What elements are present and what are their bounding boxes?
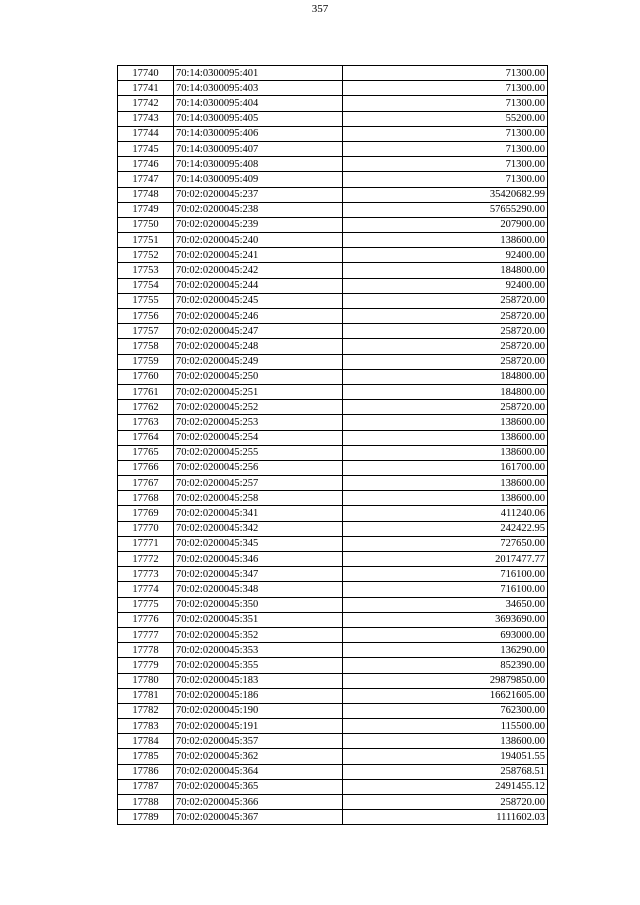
- cadastral-value-cell: 242422.95: [343, 521, 548, 536]
- table-row: [118, 172, 548, 187]
- table-row: [118, 703, 548, 718]
- row-number-cell: 17775: [118, 597, 174, 612]
- cadastral-number-cell: 70:02:0200045:355: [174, 658, 343, 673]
- cadastral-value-cell: 207900.00: [343, 217, 548, 232]
- cadastral-number-cell: 70:02:0200045:241: [174, 248, 343, 263]
- cadastral-number-cell: 70:14:0300095:404: [174, 96, 343, 111]
- cadastral-number-cell: 70:02:0200045:190: [174, 703, 343, 718]
- table-row: [118, 96, 548, 111]
- cadastral-value-cell: 716100.00: [343, 582, 548, 597]
- cadastral-number-cell: 70:02:0200045:346: [174, 552, 343, 567]
- table-row: [118, 476, 548, 491]
- table-row: [118, 293, 548, 308]
- cadastral-number-cell: 70:02:0200045:238: [174, 202, 343, 217]
- cadastral-value-cell: 258720.00: [343, 324, 548, 339]
- table-row: [118, 552, 548, 567]
- cadastral-value-cell: 258720.00: [343, 339, 548, 354]
- row-number-cell: 17765: [118, 445, 174, 460]
- cadastral-number-cell: 70:02:0200045:367: [174, 810, 343, 825]
- row-number-cell: 17766: [118, 460, 174, 475]
- table-row: [118, 688, 548, 703]
- row-number-cell: 17753: [118, 263, 174, 278]
- cadastral-number-cell: 70:02:0200045:348: [174, 582, 343, 597]
- table-row: [118, 673, 548, 688]
- table-row: [118, 81, 548, 96]
- row-number-cell: 17785: [118, 749, 174, 764]
- row-number-cell: 17754: [118, 278, 174, 293]
- table-row: [118, 263, 548, 278]
- table-row: [118, 233, 548, 248]
- row-number-cell: 17777: [118, 627, 174, 642]
- table-row: [118, 248, 548, 263]
- row-number-cell: 17757: [118, 324, 174, 339]
- cadastral-value-cell: 258720.00: [343, 795, 548, 810]
- table-row: [118, 597, 548, 612]
- table-row: [118, 157, 548, 172]
- row-number-cell: 17789: [118, 810, 174, 825]
- cadastral-number-cell: 70:02:0200045:242: [174, 263, 343, 278]
- page-number: 357: [311, 3, 329, 15]
- row-number-cell: 17744: [118, 126, 174, 141]
- row-number-cell: 17746: [118, 157, 174, 172]
- table-row: [118, 521, 548, 536]
- row-number-cell: 17786: [118, 764, 174, 779]
- row-number-cell: 17788: [118, 795, 174, 810]
- cadastral-number-cell: 70:14:0300095:403: [174, 81, 343, 96]
- cadastral-value-cell: 138600.00: [343, 445, 548, 460]
- cadastral-number-cell: 70:14:0300095:409: [174, 172, 343, 187]
- row-number-cell: 17776: [118, 612, 174, 627]
- cadastral-value-cell: 29879850.00: [343, 673, 548, 688]
- cadastral-value-cell: 762300.00: [343, 703, 548, 718]
- cadastral-value-cell: 115500.00: [343, 719, 548, 734]
- table-row: [118, 491, 548, 506]
- cadastral-number-cell: 70:02:0200045:248: [174, 339, 343, 354]
- cadastral-number-cell: 70:02:0200045:256: [174, 460, 343, 475]
- cadastral-number-cell: 70:02:0200045:239: [174, 217, 343, 232]
- cadastral-number-cell: 70:02:0200045:253: [174, 415, 343, 430]
- table-row: [118, 658, 548, 673]
- row-number-cell: 17756: [118, 309, 174, 324]
- cadastral-number-cell: 70:02:0200045:247: [174, 324, 343, 339]
- table-row: [118, 582, 548, 597]
- row-number-cell: 17771: [118, 536, 174, 551]
- table-row: [118, 126, 548, 141]
- table-row: [118, 369, 548, 384]
- cadastral-number-cell: 70:02:0200045:258: [174, 491, 343, 506]
- cadastral-value-cell: 258720.00: [343, 293, 548, 308]
- cadastral-number-cell: 70:02:0200045:186: [174, 688, 343, 703]
- cadastral-number-cell: 70:02:0200045:255: [174, 445, 343, 460]
- cadastral-number-cell: 70:02:0200045:366: [174, 795, 343, 810]
- cadastral-value-cell: 3693690.00: [343, 612, 548, 627]
- row-number-cell: 17751: [118, 233, 174, 248]
- row-number-cell: 17755: [118, 293, 174, 308]
- cadastral-value-cell: 258720.00: [343, 309, 548, 324]
- cadastral-value-cell: 92400.00: [343, 248, 548, 263]
- cadastral-number-cell: 70:14:0300095:401: [174, 66, 343, 81]
- cadastral-value-cell: 184800.00: [343, 263, 548, 278]
- table-row: [118, 354, 548, 369]
- cadastral-value-cell: 138600.00: [343, 430, 548, 445]
- cadastral-value-cell: 138600.00: [343, 415, 548, 430]
- cadastral-number-cell: 70:02:0200045:244: [174, 278, 343, 293]
- cadastral-number-cell: 70:02:0200045:240: [174, 233, 343, 248]
- table-row: [118, 779, 548, 794]
- cadastral-number-cell: 70:02:0200045:364: [174, 764, 343, 779]
- table-row: [118, 66, 548, 81]
- cadastral-value-cell: 258768.51: [343, 764, 548, 779]
- cadastral-value-cell: 71300.00: [343, 157, 548, 172]
- row-number-cell: 17762: [118, 400, 174, 415]
- cadastral-value-cell: 136290.00: [343, 643, 548, 658]
- table-row: [118, 536, 548, 551]
- cadastral-value-cell: 138600.00: [343, 476, 548, 491]
- cadastral-number-cell: 70:02:0200045:252: [174, 400, 343, 415]
- row-number-cell: 17741: [118, 81, 174, 96]
- cadastral-value-table: [117, 65, 548, 825]
- table-row: [118, 384, 548, 399]
- row-number-cell: 17747: [118, 172, 174, 187]
- cadastral-value-cell: 138600.00: [343, 233, 548, 248]
- cadastral-value-cell: 55200.00: [343, 111, 548, 126]
- row-number-cell: 17773: [118, 567, 174, 582]
- cadastral-number-cell: 70:02:0200045:183: [174, 673, 343, 688]
- cadastral-value-cell: 71300.00: [343, 126, 548, 141]
- row-number-cell: 17748: [118, 187, 174, 202]
- cadastral-value-cell: 34650.00: [343, 597, 548, 612]
- row-number-cell: 17783: [118, 719, 174, 734]
- cadastral-number-cell: 70:02:0200045:257: [174, 476, 343, 491]
- table-row: [118, 111, 548, 126]
- row-number-cell: 17760: [118, 369, 174, 384]
- cadastral-number-cell: 70:02:0200045:350: [174, 597, 343, 612]
- cadastral-number-cell: 70:02:0200045:362: [174, 749, 343, 764]
- cadastral-number-cell: 70:02:0200045:341: [174, 506, 343, 521]
- row-number-cell: 17749: [118, 202, 174, 217]
- row-number-cell: 17758: [118, 339, 174, 354]
- cadastral-number-cell: 70:02:0200045:352: [174, 627, 343, 642]
- row-number-cell: 17787: [118, 779, 174, 794]
- row-number-cell: 17750: [118, 217, 174, 232]
- cadastral-number-cell: 70:14:0300095:406: [174, 126, 343, 141]
- cadastral-value-cell: 92400.00: [343, 278, 548, 293]
- cadastral-value-cell: 71300.00: [343, 96, 548, 111]
- row-number-cell: 17784: [118, 734, 174, 749]
- cadastral-value-cell: 71300.00: [343, 66, 548, 81]
- row-number-cell: 17745: [118, 141, 174, 156]
- table-row: [118, 202, 548, 217]
- cadastral-number-cell: 70:02:0200045:353: [174, 643, 343, 658]
- cadastral-number-cell: 70:02:0200045:191: [174, 719, 343, 734]
- cadastral-value-cell: 727650.00: [343, 536, 548, 551]
- cadastral-value-cell: 71300.00: [343, 81, 548, 96]
- cadastral-value-cell: 71300.00: [343, 172, 548, 187]
- cadastral-value-cell: 35420682.99: [343, 187, 548, 202]
- table-row: [118, 643, 548, 658]
- cadastral-number-cell: 70:02:0200045:254: [174, 430, 343, 445]
- table-row: [118, 567, 548, 582]
- cadastral-value-cell: 184800.00: [343, 369, 548, 384]
- row-number-cell: 17770: [118, 521, 174, 536]
- table-row: [118, 309, 548, 324]
- row-number-cell: 17740: [118, 66, 174, 81]
- row-number-cell: 17743: [118, 111, 174, 126]
- row-number-cell: 17742: [118, 96, 174, 111]
- cadastral-number-cell: 70:02:0200045:345: [174, 536, 343, 551]
- row-number-cell: 17761: [118, 384, 174, 399]
- table-row: [118, 324, 548, 339]
- cadastral-value-cell: 16621605.00: [343, 688, 548, 703]
- table-row: [118, 187, 548, 202]
- table-row: [118, 749, 548, 764]
- cadastral-number-cell: 70:02:0200045:357: [174, 734, 343, 749]
- cadastral-number-cell: 70:02:0200045:365: [174, 779, 343, 794]
- table-row: [118, 415, 548, 430]
- cadastral-number-cell: 70:02:0200045:351: [174, 612, 343, 627]
- table-row: [118, 445, 548, 460]
- cadastral-value-cell: 194051.55: [343, 749, 548, 764]
- cadastral-number-cell: 70:14:0300095:407: [174, 141, 343, 156]
- table-row: [118, 764, 548, 779]
- cadastral-value-cell: 258720.00: [343, 354, 548, 369]
- cadastral-number-cell: 70:02:0200045:245: [174, 293, 343, 308]
- table-row: [118, 612, 548, 627]
- cadastral-value-cell: 138600.00: [343, 491, 548, 506]
- table-row: [118, 627, 548, 642]
- cadastral-value-cell: 71300.00: [343, 141, 548, 156]
- table-row: [118, 810, 548, 825]
- cadastral-number-cell: 70:14:0300095:405: [174, 111, 343, 126]
- cadastral-number-cell: 70:02:0200045:251: [174, 384, 343, 399]
- table-row: [118, 430, 548, 445]
- cadastral-value-cell: 716100.00: [343, 567, 548, 582]
- row-number-cell: 17767: [118, 476, 174, 491]
- cadastral-number-cell: 70:02:0200045:237: [174, 187, 343, 202]
- row-number-cell: 17768: [118, 491, 174, 506]
- table-row: [118, 278, 548, 293]
- row-number-cell: 17763: [118, 415, 174, 430]
- table-row: [118, 339, 548, 354]
- cadastral-value-cell: 2017477.77: [343, 552, 548, 567]
- cadastral-value-cell: 258720.00: [343, 400, 548, 415]
- cadastral-value-cell: 852390.00: [343, 658, 548, 673]
- row-number-cell: 17764: [118, 430, 174, 445]
- cadastral-value-cell: 161700.00: [343, 460, 548, 475]
- cadastral-value-cell: 184800.00: [343, 384, 548, 399]
- table-row: [118, 795, 548, 810]
- cadastral-number-cell: 70:14:0300095:408: [174, 157, 343, 172]
- table-row: [118, 460, 548, 475]
- cadastral-number-cell: 70:02:0200045:249: [174, 354, 343, 369]
- cadastral-value-cell: 411240.06: [343, 506, 548, 521]
- cadastral-number-cell: 70:02:0200045:347: [174, 567, 343, 582]
- row-number-cell: 17780: [118, 673, 174, 688]
- row-number-cell: 17752: [118, 248, 174, 263]
- table-row: [118, 506, 548, 521]
- cadastral-number-cell: 70:02:0200045:246: [174, 309, 343, 324]
- cadastral-value-cell: 138600.00: [343, 734, 548, 749]
- cadastral-number-cell: 70:02:0200045:342: [174, 521, 343, 536]
- row-number-cell: 17759: [118, 354, 174, 369]
- cadastral-value-cell: 57655290.00: [343, 202, 548, 217]
- row-number-cell: 17779: [118, 658, 174, 673]
- table-row: [118, 141, 548, 156]
- row-number-cell: 17782: [118, 703, 174, 718]
- table-row: [118, 719, 548, 734]
- cadastral-value-cell: 693000.00: [343, 627, 548, 642]
- table-row: [118, 217, 548, 232]
- table-row: [118, 734, 548, 749]
- cadastral-number-cell: 70:02:0200045:250: [174, 369, 343, 384]
- row-number-cell: 17772: [118, 552, 174, 567]
- table-body: [118, 66, 548, 825]
- row-number-cell: 17769: [118, 506, 174, 521]
- cadastral-value-cell: 2491455.12: [343, 779, 548, 794]
- table-row: [118, 400, 548, 415]
- row-number-cell: 17778: [118, 643, 174, 658]
- row-number-cell: 17781: [118, 688, 174, 703]
- cadastral-value-cell: 1111602.03: [343, 810, 548, 825]
- row-number-cell: 17774: [118, 582, 174, 597]
